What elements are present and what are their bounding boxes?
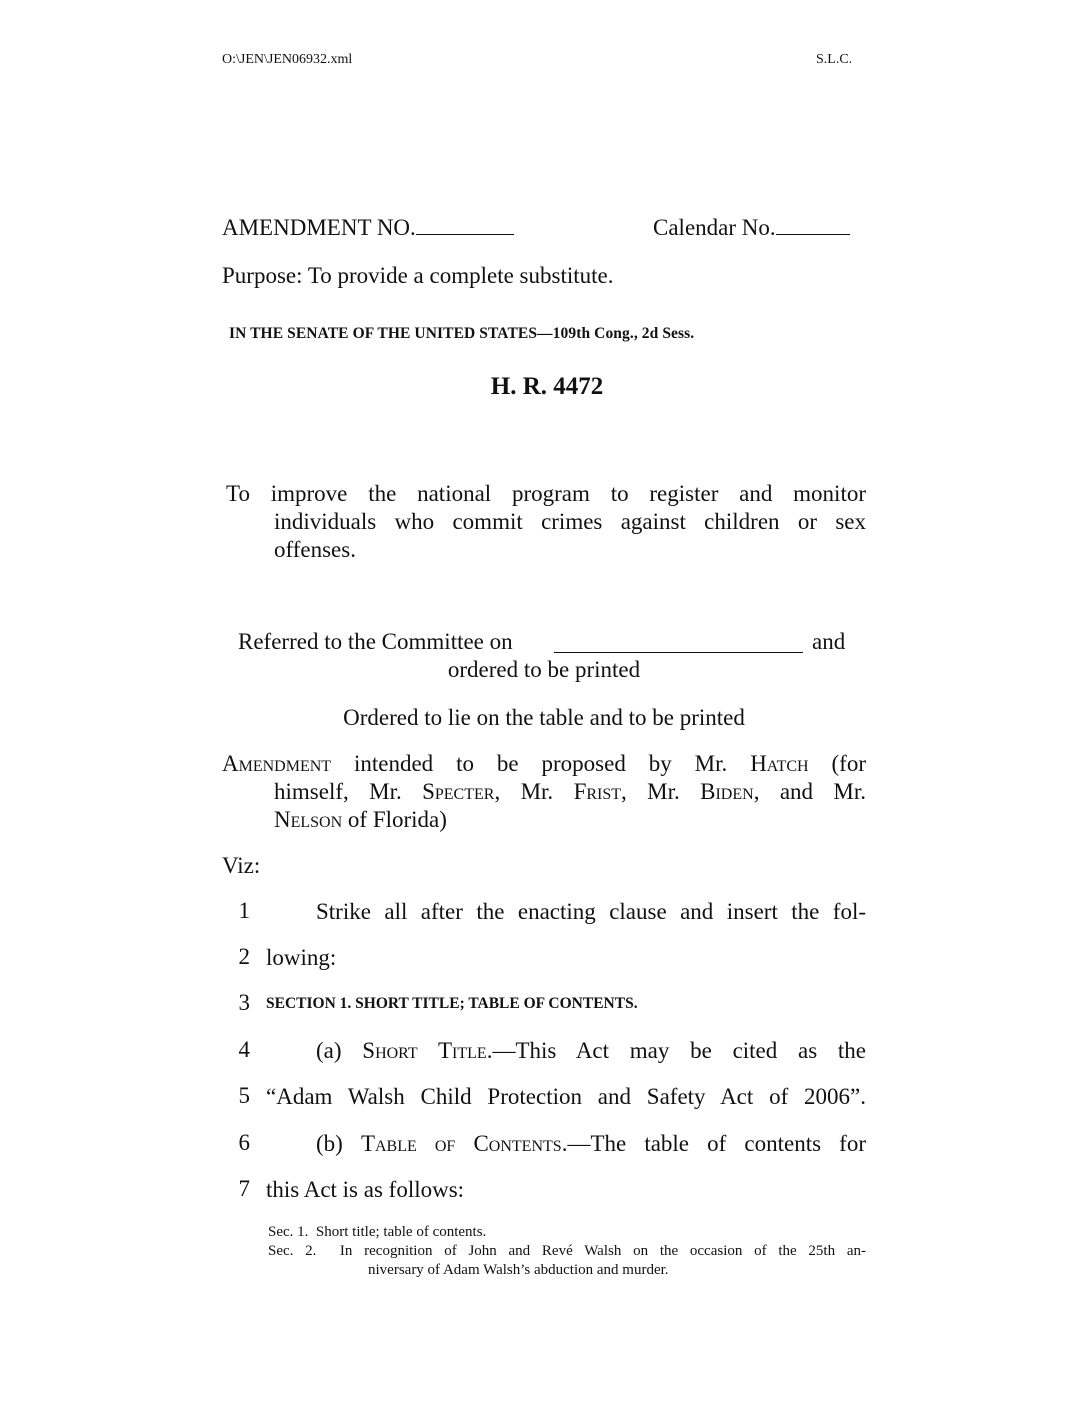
line-number: 3	[238, 990, 250, 1015]
viz-label: Viz:	[222, 853, 261, 878]
body-line	[316, 1037, 866, 1065]
cosponsor-frist: Frist	[573, 779, 622, 804]
cosponsor-text-b: , Mr.	[494, 779, 574, 804]
referral-suffix: and	[812, 629, 846, 654]
line-number: 7	[238, 1176, 250, 1201]
amendment-number-blank	[416, 215, 514, 235]
body-line: “Adam Walsh Child Protection and Safety Act of 2006”.	[266, 1084, 866, 1109]
toc-section-number: Sec. 2.	[268, 1243, 317, 1259]
referral-second-line: ordered to be printed	[447, 657, 641, 682]
cosponsor-biden: Biden	[700, 779, 754, 804]
file-path: O:\JEN\JEN06932.xml	[222, 52, 353, 67]
body-line: this Act is as follows:	[266, 1177, 465, 1202]
subsection-text: .—This Act may be cited as the	[486, 1038, 867, 1063]
document-code: S.L.C.	[816, 52, 853, 67]
amendment-intended-line-1	[222, 750, 866, 778]
committee-blank	[554, 652, 803, 653]
subsection-label: (a)	[316, 1038, 363, 1063]
senate-session-line: IN THE SENATE OF THE UNITED STATES—109th Cong., 2d Sess.	[229, 325, 695, 342]
toc-section-title: Short title; table of contents.	[315, 1224, 487, 1240]
section-heading: SECTION 1. SHORT TITLE; TABLE OF CONTENTS.	[266, 995, 638, 1012]
body-line	[316, 1130, 866, 1158]
subsection-text: .—The table of contents for	[561, 1131, 866, 1156]
amendment-intended-line-3	[274, 806, 447, 834]
bill-title-line-3: offenses.	[274, 537, 356, 562]
body-line: Strike all after the enacting clause and insert the fol-	[316, 899, 866, 924]
amendment-intended-line-2	[274, 778, 866, 806]
amendment-number-label: AMENDMENT NO.	[222, 215, 416, 240]
sponsor-hatch: Hatch	[750, 751, 809, 776]
cosponsor-text-e: of Florida)	[342, 807, 447, 832]
toc-entry	[268, 1223, 486, 1241]
line-number: 5	[238, 1083, 250, 1108]
subsection-heading: Short Title	[362, 1038, 487, 1063]
amendment-text-1: intended to be proposed by Mr.	[331, 751, 751, 776]
purpose-line: Purpose: To provide a complete substitute.	[222, 263, 614, 288]
line-number: 2	[238, 944, 250, 969]
amendment-word: Amendment	[222, 751, 332, 776]
toc-entry-continuation: niversary of Adam Walsh’s abduction and murder.	[368, 1262, 669, 1278]
line-number: 4	[238, 1037, 250, 1062]
line-number: 6	[238, 1130, 250, 1155]
toc-entry	[268, 1242, 866, 1260]
subsection-heading: Table of Contents	[360, 1131, 562, 1156]
calendar-number-blank	[776, 215, 850, 235]
subsection-label: (b)	[316, 1131, 361, 1156]
calendar-number-label: Calendar No.	[653, 215, 776, 240]
bill-title-line-2: individuals who commit crimes against children or sex	[274, 509, 866, 534]
cosponsor-nelson: Nelson	[274, 807, 343, 832]
referral-prefix: Referred to the Committee on	[238, 629, 513, 654]
amendment-number-line	[222, 214, 866, 242]
cosponsor-specter: Specter	[422, 779, 495, 804]
bill-title-line-1: To improve the national program to register and monitor	[226, 481, 866, 506]
bill-number: H. R. 4472	[490, 373, 604, 400]
amendment-text-2: (for	[808, 751, 866, 776]
cosponsor-text-a: himself, Mr.	[274, 779, 423, 804]
body-line: lowing:	[266, 945, 337, 970]
ordered-line: Ordered to lie on the table and to be printed	[343, 705, 745, 730]
cosponsor-text-d: , and Mr.	[753, 779, 867, 804]
toc-section-title: In recognition of John and Revé Walsh on the occasion of the 25th an-	[339, 1243, 866, 1259]
cosponsor-text-c: , Mr.	[621, 779, 701, 804]
line-number: 1	[238, 898, 250, 923]
toc-section-number: Sec. 1.	[268, 1224, 309, 1240]
